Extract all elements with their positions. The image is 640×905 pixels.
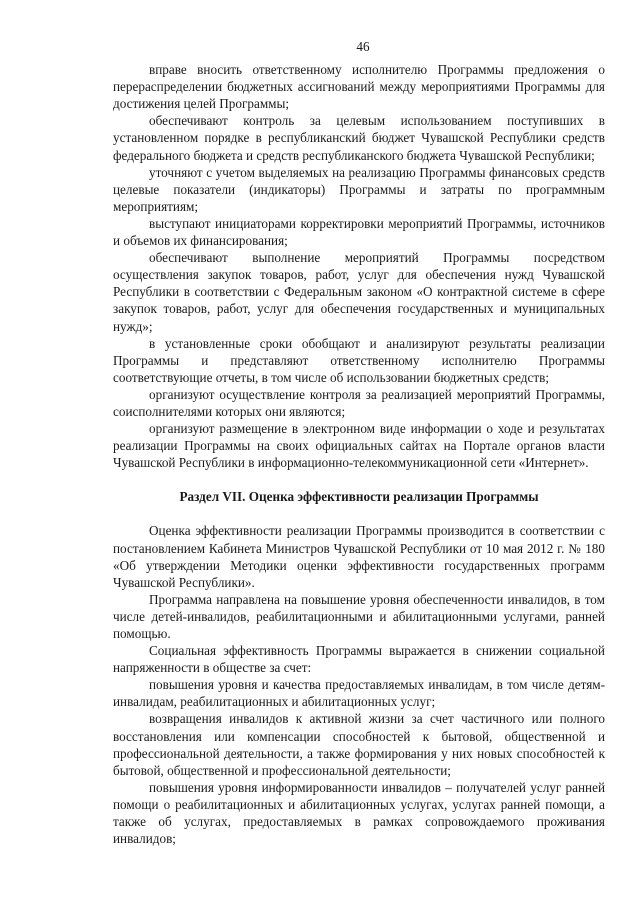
section-title: Раздел VII. Оценка эффективности реализации Программы (179, 489, 539, 505)
paragraph: выступают инициаторами корректировки мероприятий Программы, источников и объемов их финансирования; (113, 215, 605, 249)
paragraph: повышения уровня информированности инвалидов – получателей услуг ранней помощи о реабилитационных и абилитационных услугах, услугах ранней помощи, а также об услугах, предоставляемых в рамках сопровождаемого проживания инвалидов; (113, 779, 605, 847)
page-number: 46 (356, 39, 370, 54)
paragraph: возвращения инвалидов к активной жизни за счет частичного или полного восстановления или компенсации способностей к бытовой, общественной и профессиональной деятельности, а также формирования у них новых способностей к бытовой, общественной и профессиональной деятельности; (113, 711, 605, 778)
paragraph: организуют размещение в электронном виде информации о ходе и результатах реализации Программы на своих официальных сайтах на Портале органов власти Чувашской Республики в информационно-телекоммуникационной сети «Интернет». (113, 421, 605, 471)
paragraph: уточняют с учетом выделяемых на реализацию Программы финансовых средств целевые показатели (индикаторы) Программы и затраты по программным мероприятиям; (113, 164, 605, 214)
page-content (113, 38, 605, 847)
paragraph: Программа направлена на повышение уровня обеспеченности инвалидов, в том числе детей-инвалидов, реабилитационными и абилитационными услугами, ранней помощью. (113, 591, 605, 641)
paragraph: Оценка эффективности реализации Программы производится в соответствии с постановлением Кабинета Министров Чувашской Республики от 10 мая 2012 г. № 180 «Об утверждении Методики оценки эффективности государственных программ Чувашской Республики». (113, 523, 605, 590)
paragraph: обеспечивают контроль за целевым использованием поступивших в установленном порядке в республиканский бюджет Чувашской Республики средств федерального бюджета и средств республиканского бюджета Чувашской Республики; (113, 113, 605, 163)
paragraph: повышения уровня и качества предоставляемых инвалидам, в том числе детям-инвалидам, реабилитационных и абилитационных услуг; (113, 677, 605, 710)
paragraph: обеспечивают выполнение мероприятий Программы посредством осуществления закупок товаров, работ, услуг для обеспечения нужд Чувашской Республики в соответствии с Федеральным законом «О контрактной системе в сфере закупок товаров, работ, услуг для обеспечения государственных и муниципальных нужд»; (113, 250, 605, 334)
paragraph: вправе вносить ответственному исполнителю Программы предложения о перераспределении бюджетных ассигнований между мероприятиями Программы для достижения целей Программы; (113, 62, 605, 112)
paragraph: Социальная эффективность Программы выражается в снижении социальной напряженности в обществе за счет: (113, 643, 605, 676)
paragraph: в установленные сроки обобщают и анализируют результаты реализации Программы и представляют ответственному исполнителю Программы соответствующие отчеты, в том числе об использовании бюджетных средств; (113, 335, 605, 385)
paragraph: организуют осуществление контроля за реализацией мероприятий Программы, соисполнителями которых они являются; (113, 386, 605, 419)
